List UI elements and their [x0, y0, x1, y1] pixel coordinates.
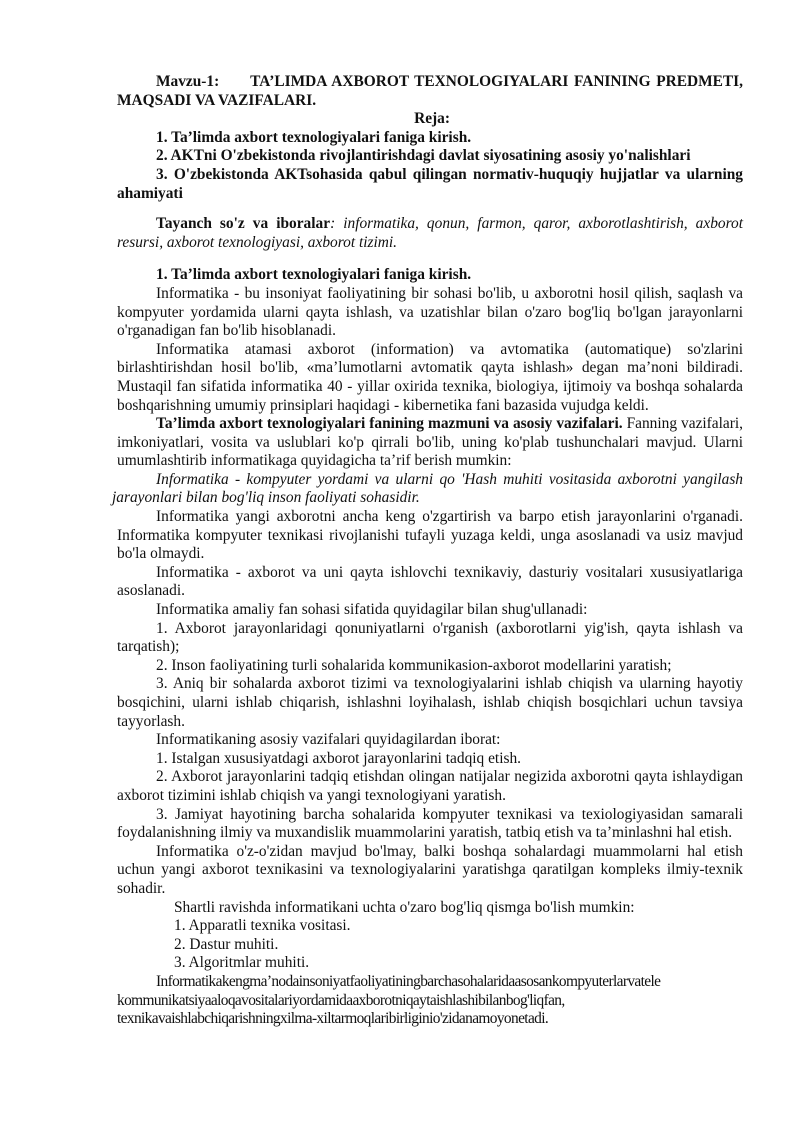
list-item: 1. Apparatli texnika vositasi.: [174, 917, 351, 935]
title-label: Mavzu-1:: [156, 73, 220, 90]
paragraph: Informatika - bu insoniyat faoliyatining bir sohasi bo'lib, u axborotni hosil qilish, saqlash va kompyuter yordamida ularni qayta ishlash, va uzatishlar bilan o'zaro bog'liq bo'lgan jarayonlarni o'rganadigan fan bo'lib hisoblanadi.: [117, 284, 743, 340]
document-page: [112, 73, 743, 1029]
list-item: 2. Axborot jarayonlarini tadqiq etishdan olingan natijalar negizida axborotni qayta ishlaydigan axborot tizimini ishlab chiqish va yangi texnologiyani yaratish.: [117, 768, 743, 804]
list-item: 2. Inson faoliyatining turli sohalarida kommunikasion-axborot modellarini yaratish;: [156, 656, 672, 674]
reja-item-2: 2. AKTni O'zbekistonda rivojlantirishdagi davlat siyosatining asosiy yo'nalishlari: [156, 147, 691, 165]
spacer: [117, 252, 743, 266]
list-item: 2. Dastur muhiti.: [174, 935, 279, 953]
paragraph: Informatika yangi axborotni ancha keng o'zgartirish va barpo etish jarayonlarini o'rganadi. Informatika kompyuter texnikasi rivojlanishi tufayli yuzaga keldi, unga asoslanadi va usiz mavjud bo'la olmaydi.: [117, 508, 743, 563]
title-text: TA’LIMDA AXBOROT TEXNOLOGIYALARI FANINING PREDMETI, MAQSADI VA VAZIFALARI.: [117, 73, 743, 109]
paragraph: Informatika - axborot va uni qayta ishlovchi texnikaviy, dasturiy vositalari xususiyatlariga asoslanadi.: [117, 563, 743, 600]
paragraph-rest: Fanning vazifalari, imkoniyatlari, vosita va uslublari ko'p qirrali bo'lib, uning ko'plab tushunchalari mavjud. Ularni umumlashtirib informatikaga quyidagicha ta’rif berish mumkin:: [117, 415, 743, 470]
paragraph: Informatikaning asosiy vazifalari quyidagilardan iborat:: [156, 731, 501, 749]
paragraph: Informatika atamasi axborot (information) va avtomatika (automatique) so'zlarini birlashtirishdan hosil bo'lib, «ma’lumotlarni avtomatik qayta ishlash» degan ma’noni bildiradi. Mustaqil fan sifatida informatika 40 - yillar oxirida texnika, biologiya, ijtimoiy va boshqa sohalarda boshqarishning umumiy prinsiplari haqidagi - kibernetika fani bazasida vujudga keldi.: [117, 340, 743, 414]
list-item: 3. Jamiyat hayotining barcha sohalarida kompyuter texnikasi va texiologiyasidan samarali foydalanishning ilmiy va muxandislik muammolarini yaratish, tatbiq etish va ta’minlashni hal etish.: [117, 805, 743, 842]
list-item: 3. Aniq bir sohalarda axborot tizimi va texnologiyalarini ishlab chiqish va ularning hayotiy bosqichini, ularni ishlab chiqarish, ishlashni loyihalash, ishlab chiqish bosqichlari uchun tavsiya tayyorlash.: [117, 675, 743, 730]
reja-item-1: 1. Ta’limda axbort texnologiyalari faniga kirish.: [156, 128, 472, 146]
list-item: 1. Istalgan xususiyatdagi axborot jarayonlarini tadqiq etish.: [156, 749, 522, 767]
list-item: 1. Axborot jarayonlaridagi qonuniyatlarni o'rganish (axborotlarni yig'ish, qayta ishlash va tarqatish);: [117, 619, 743, 656]
subheading-inline: Ta’limda axbort texnologiyalari fanining mazmuni va asosiy vazifalari.: [156, 415, 623, 433]
spacer: [117, 203, 743, 215]
paragraph-last: Informatikakengma’nodainsoniyatfaoliyatiningbarchasohalaridaasosankompyuterlarvatele kommunikatsiyaaloqavositalariyordamidaaxborotniqaytaishlashibilanbog'liqfan, texnikavaishlabchiqarishningxilma-xiltarmoqlaribirliginio'zidanamoyonetadi.: [117, 972, 661, 1028]
paragraph: Informatika o'z-o'zidan mavjud bo'lmay, balki boshqa sohalardagi muammolarni hal etish uchun yangi axborot texnikasini va texnologiyalarini yaratishga qaratilgan kompleks ilmiy-texnik sohadir.: [117, 842, 743, 897]
section1-heading: 1. Ta’limda axbort texnologiyalari faniga kirish.: [156, 266, 472, 284]
paragraph: [117, 415, 743, 471]
list-item: 3. Algoritmlar muhiti.: [174, 954, 310, 972]
definition: Informatika - kompyuter yordami va ularni qo 'Hash muhiti vositasida axborotni yangilash jarayonlari bilan bog'liq inson faoliyati sohasidir.: [112, 470, 743, 507]
reja-item-3: 3. O'zbekistonda AKTsohasida qabul qilingan normativ-huquqiy hujjatlar va ularning ahamiyati: [117, 165, 743, 202]
document-title: [117, 73, 743, 110]
reja-heading: Reja:: [414, 110, 450, 128]
keywords-text: : informatika, qonun, farmon, qaror, axborotlashtirish, axborot resursi, axborot texnologiyasi, axborot tizimi.: [117, 215, 743, 251]
keywords: [117, 215, 743, 252]
paragraph: Shartli ravishda informatikani uchta o'zaro bog'liq qismga bo'lish mumkin:: [174, 898, 635, 916]
keywords-label: Tayanch so'z va iboralar: [156, 215, 331, 233]
paragraph: Informatika amaliy fan sohasi sifatida quyidagilar bilan shug'ullanadi:: [156, 601, 588, 619]
